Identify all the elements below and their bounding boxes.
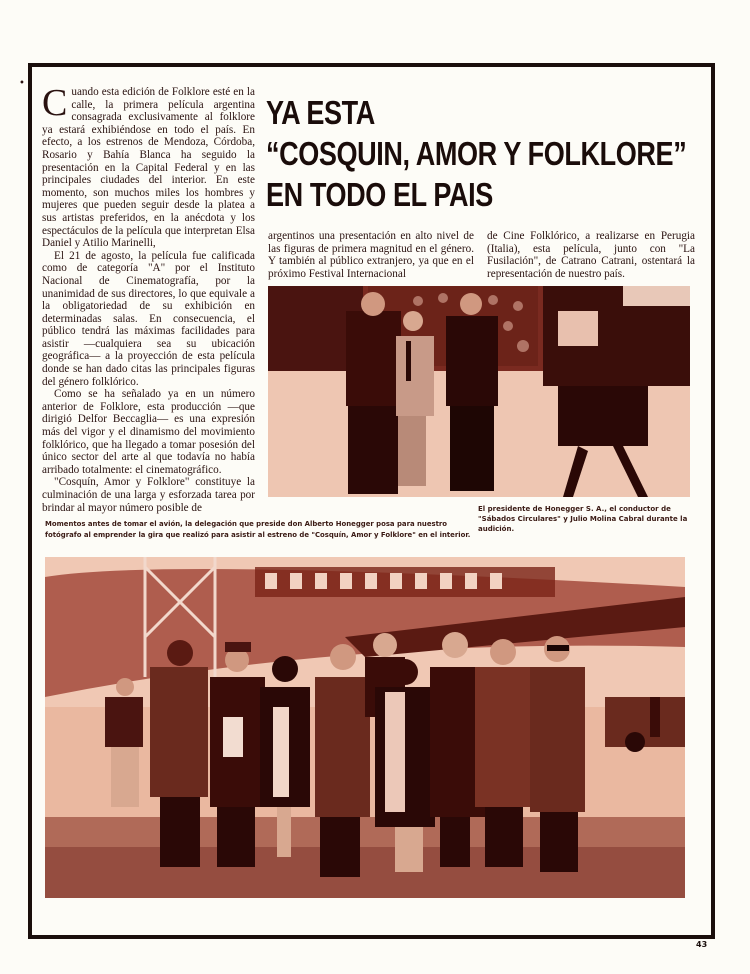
photo-tv-studio [268,286,690,497]
paragraph-2: El 21 de agosto, la película fue calificada como de categoría "A" por el Instituto Nacional de Cinematografía, por la unanimidad de sus directores, lo que equivale a la obligatoriedad de su exhibición en determinadas salas. En consecuencia, el público tendrá las máximas facilidades para asistir —cualquiera sea su ubicación geográfica— a la proyección de esta película donde se han dado citas las principales figuras del género folklórico. [42,249,255,388]
headline-line-1: YA ESTA [266,94,375,131]
headline-line-2: “COSQUIN, AMOR Y FOLKLORE” [266,135,687,172]
paragraph-4: "Cosquín, Amor y Folklore" constituye la culminación de una larga y esforzada tarea por brindar al mayor número posible de [42,476,255,514]
photo-delegation-airplane [45,557,685,898]
margin-dot: • [19,78,25,89]
paragraph-1 [42,82,255,250]
caption-tv-studio: El presidente de Honegger S. A., el conductor de "Sábados Circulares" y Julio Molina Cabral durante la audición. [478,505,688,533]
article-right-column: de Cine Folklórico, a realizarse en Perugia (Italia), esta película, junto con "La Fusilación", de Catrano Catrani, ostentará la representación de nuestro país. [487,230,695,280]
tv-studio-illustration [268,286,690,497]
article-middle-column: argentinos una presentación en alto nivel de las figuras de primera magnitud en el género. Y también al público extranjero, ya que en el próximo Festival Internacional [268,230,474,280]
page-number: 43 [696,940,708,949]
article-left-column [42,82,255,514]
caption-delegation: Momentos antes de tomar el avión, la delegación que preside don Alberto Honegger posa para nuestro fotógrafo al emprender la gira que realizó para asistir al estreno de "Cosquín, Amor y Folklore" en el interior. [45,520,471,539]
headline-line-3: EN TODO EL PAIS [266,176,493,213]
paragraph-1-text: uando esta edición de Folklore esté en la calle, la primera película argentina consagrada exclusivamente al folklore ya estará exhibiéndose en todo el país. En efecto, a los estrenos de Mendoza, Córdoba, Rosario y Bahía Blanca ha seguido la presentación en la Capital Federal y en las principales ciudades del interior. En este momento, son muchos miles los hombres y mujeres que pueden seguir desde la platea a sus artistas preferidos, en la anécdota y los espectáculos de la película que interpretan Elsa Daniel y Atilio Marinelli, [42,86,255,250]
airplane-delegation-illustration [45,557,685,898]
dropcap: C [42,82,68,124]
headline [266,92,687,215]
paragraph-3: Como se ha señalado ya en un número anterior de Folklore, esta producción —que dirigió Delfor Beccaglia— es una expresión más del vigor y el dinamismo del movimiento folklórico, que ha llegado a tomar posesión del único sector del arte al que todavía no había arribado totalmente: el cinematográfico. [42,388,255,476]
